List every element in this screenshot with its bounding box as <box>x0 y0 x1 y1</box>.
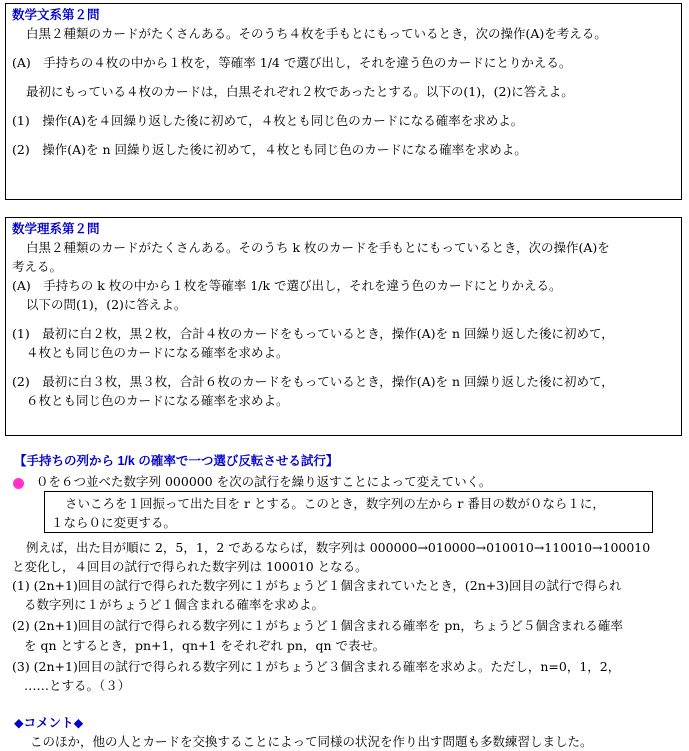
operation-definition: (A) 手持ちの k 枚の中から１枚を等確率 1/k で選び出し，それを違う色のカードにとりかえる。 <box>12 278 562 293</box>
question-3-line1: (3) (2n+1)回目の試行で得られる数字列に１がちょうど３個含まれる確率を求めよ。ただし，n=0，1，2， <box>12 659 621 674</box>
problem-intro-line2: 考える。 <box>12 259 63 274</box>
problem-box-bunkei <box>5 3 682 200</box>
example-line1: 例えば，出た目が順に 2，5，1，2 であるならば，数字列は 000000→010000→010010→110010→100010 <box>26 540 651 555</box>
problem-title: 数学文系第２問 <box>12 8 100 22</box>
question-3-line2: ……とする。（３） <box>24 678 131 693</box>
question-1-line2: る数字列に１がちょうど１個含まれる確率を求めよ。 <box>24 597 325 612</box>
problem-intro-line1: 白黒２種類のカードがたくさんある。そのうち k 枚のカードを手もとにもっているとき，次の操作(A)を <box>26 240 610 255</box>
question-2-line2: を qn とするとき，pn+1，qn+1 をそれぞれ pn，qn で表せ。 <box>24 638 386 653</box>
operation-definition: (A) 手持ちの４枚の中から１枚を，等確率 1/4 で選び出し，それを違う色のカードにとりかえる。 <box>12 55 572 70</box>
question-2-line1: (2) (2n+1)回目の試行で得られる数字列に１がちょうど１個含まれる確率を pn，ちょうど５個含まれる確率 <box>12 618 623 633</box>
instruction: 以下の問(1)，(2)に答えよ。 <box>26 297 187 312</box>
rule-line2: １なら０に変更する。 <box>51 515 177 530</box>
example-line2: と変化し，４回目の試行で得られた数字列は 100010 となる。 <box>12 559 368 574</box>
bullet-dot-icon <box>13 478 24 489</box>
question-2: (2) 操作(A)を n 回繰り返した後に初めて，４枚とも同じ色のカードになる確率を求めよ。 <box>12 142 527 157</box>
rule-box <box>44 491 653 533</box>
problem-premise: 最初にもっている４枚のカードは，白黒それぞれ２枚であったとする。以下の(1)，(2)に答えよ。 <box>26 84 574 99</box>
question-1-line2: ４枚とも同じ色のカードになる確率を求めよ。 <box>26 345 289 360</box>
problem-box-rikei <box>5 217 682 436</box>
question-1-line1: (1) 最初に白２枚，黒２枚，合計４枚のカードをもっているとき，操作(A)を n 回繰り返した後に初めて， <box>12 326 614 341</box>
comment-title: ◆コメント◆ <box>14 716 84 730</box>
comment-text: このほか，他の人とカードを交換することによって同様の状況を作り出す問題も多数練習しました。 <box>30 734 593 749</box>
section-title: 【手持ちの列から 1/k の確率で一つ選び反転させる試行】 <box>14 454 339 468</box>
question-2-line1: (2) 最初に白３枚，黒３枚，合計６枚のカードをもっているとき，操作(A)を n 回繰り返した後に初めて， <box>12 374 614 389</box>
rule-line1: さいころを１回振って出た目を r とする。このとき，数字列の左から r 番目の数が０なら１に， <box>65 496 605 511</box>
question-2-line2: ６枚とも同じ色のカードになる確率を求めよ。 <box>26 393 289 408</box>
problem-title: 数学理系第２問 <box>12 222 100 236</box>
problem-intro: 白黒２種類のカードがたくさんある。そのうち４枚を手もとにもっているとき，次の操作(A)を考える。 <box>26 26 607 41</box>
lead-text: ０を６つ並べた数字列 000000 を次の試行を繰り返すことによって変えていく。 <box>36 474 492 489</box>
question-1-line1: (1) (2n+1)回目の試行で得られた数字列に１がちょうど１個含まれていたとき，(2n+3)回目の試行で得られ <box>12 578 622 593</box>
question-1: (1) 操作(A)を４回繰り返した後に初めて，４枚とも同じ色のカードになる確率を求めよ。 <box>12 113 524 128</box>
